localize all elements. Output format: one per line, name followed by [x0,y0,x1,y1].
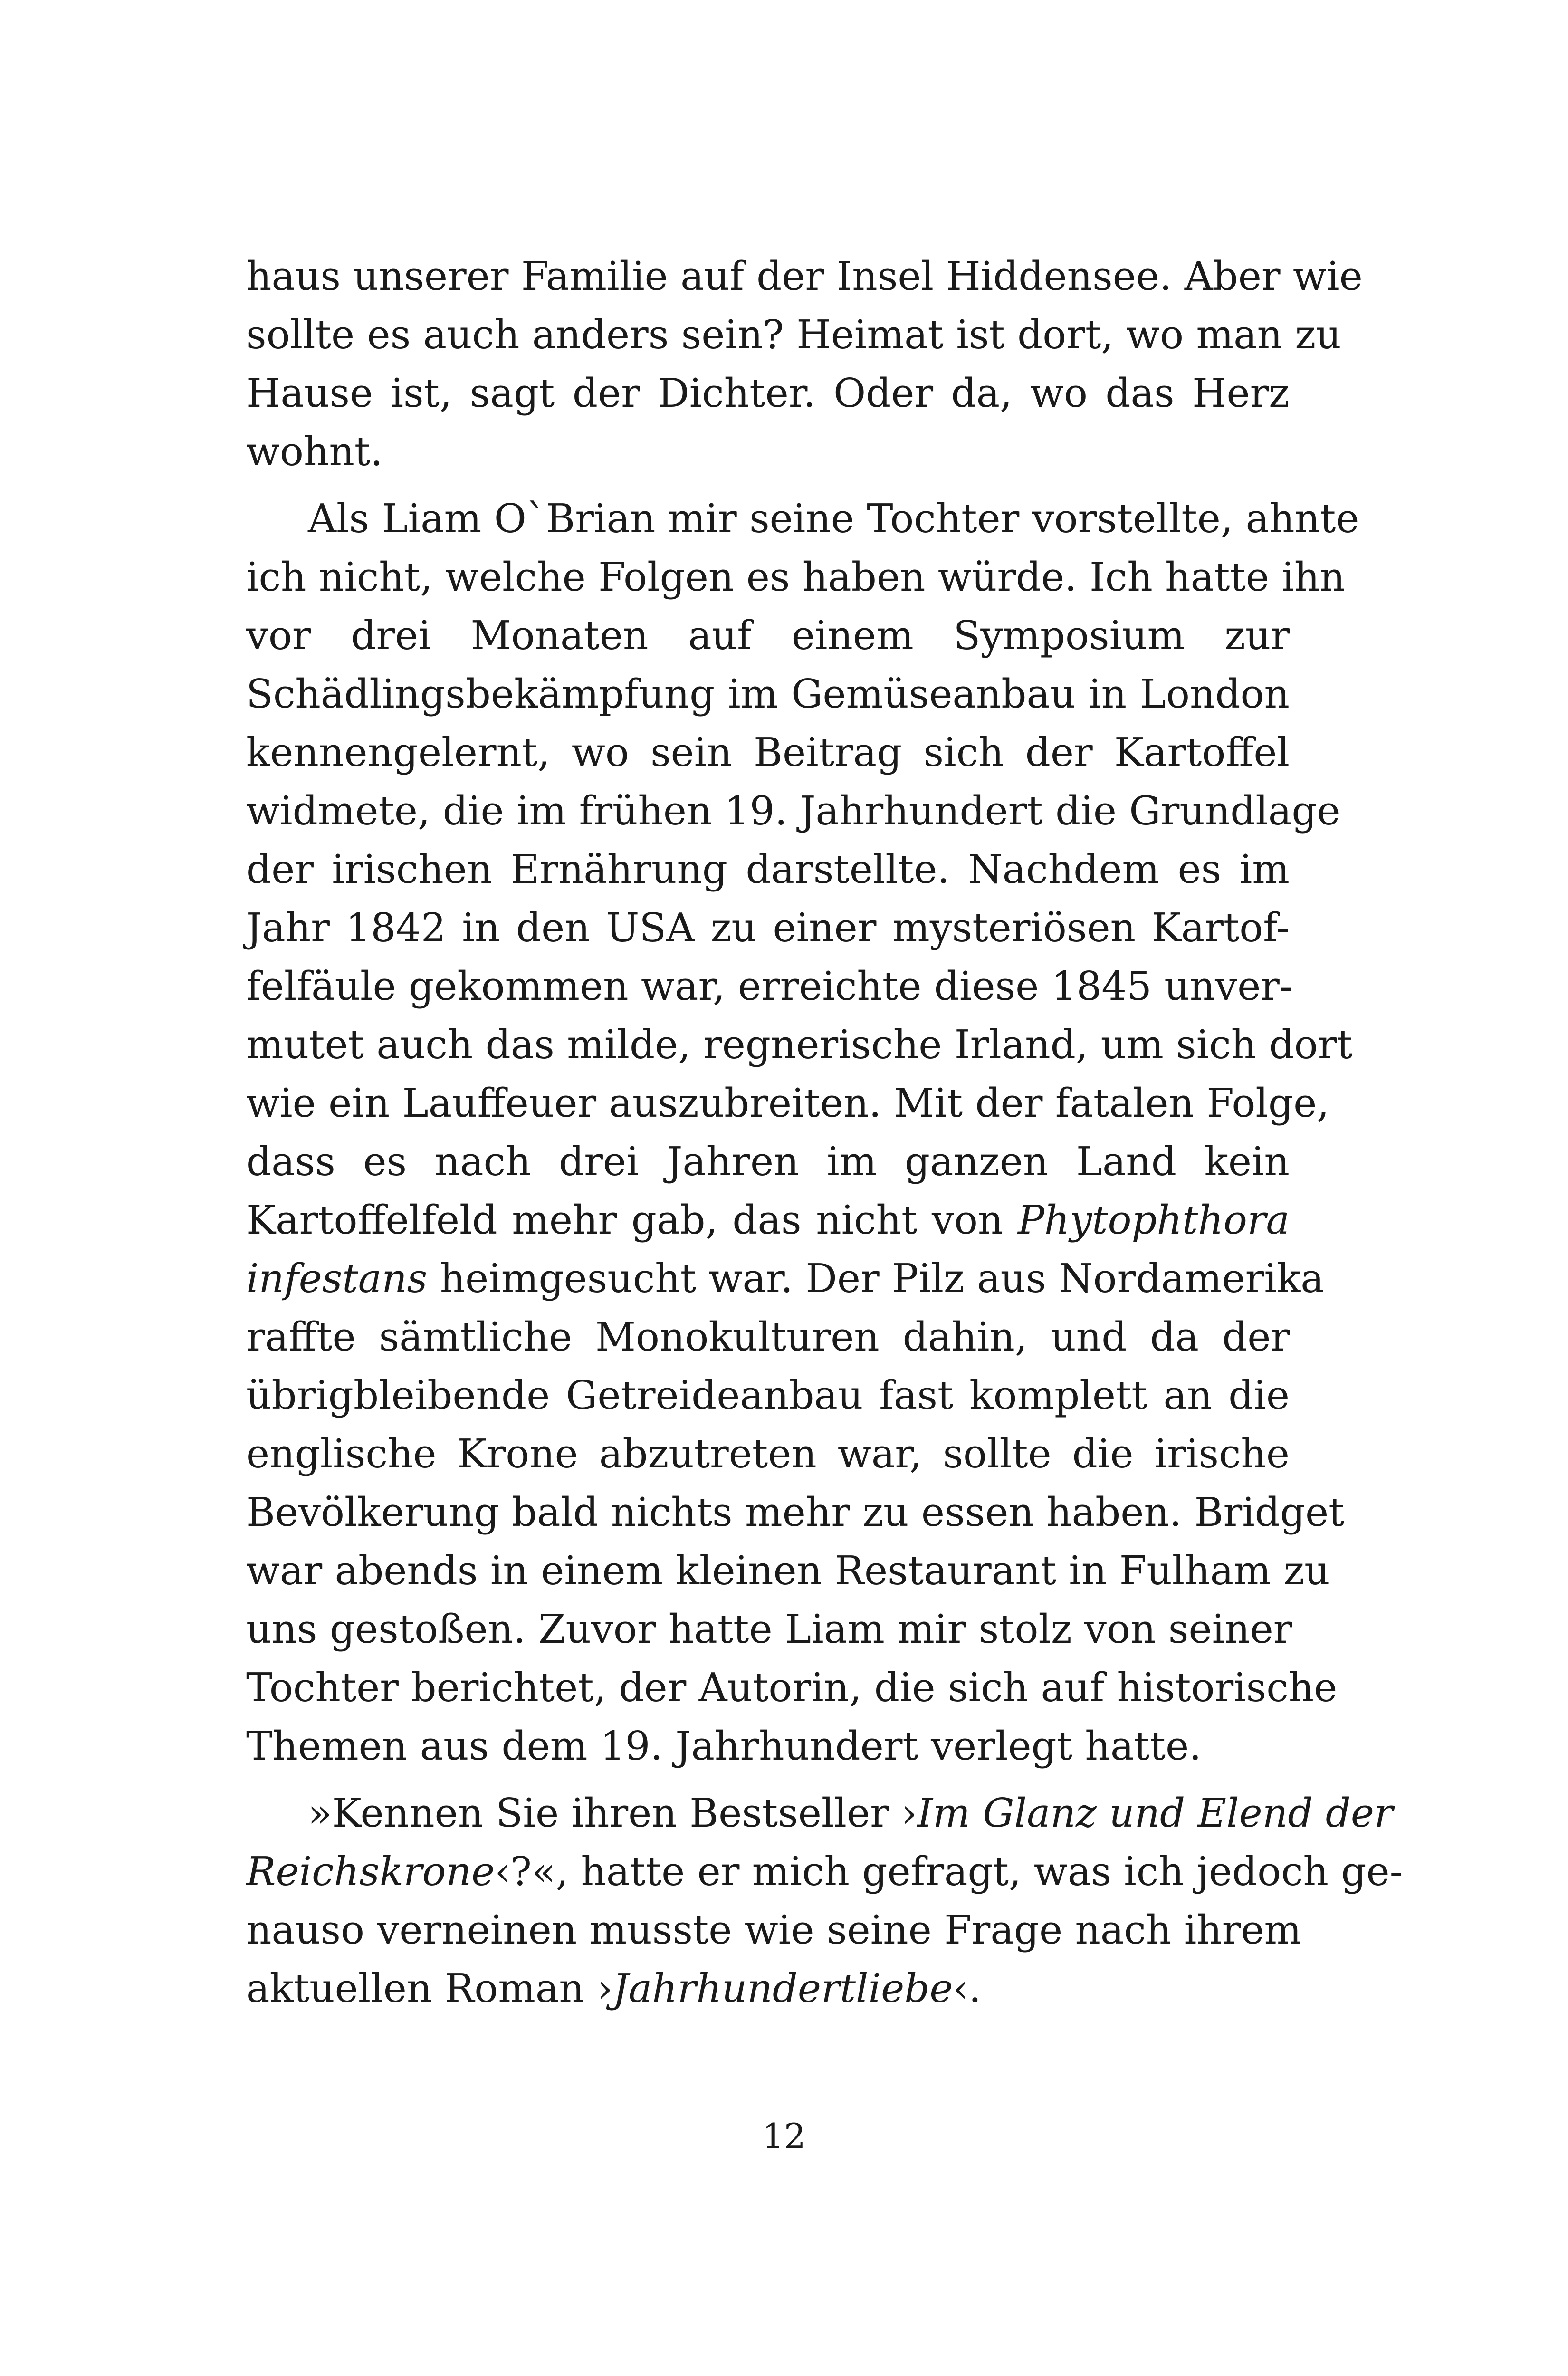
text-run: ‹?«, hatte er mich gefragt, was ich jedoch ge- [495,1849,1403,1895]
text-line: mutet auch das milde, regnerische Irland, um sich dort [246,1022,1353,1068]
text-line: sollte es auch anders sein? Heimat ist dort, wo man zu [246,312,1341,358]
text-line [246,1249,1324,1308]
text-line [246,1784,1393,1842]
text-line: widmete, die im frühen 19. Jahrhundert die Grundlage [246,788,1340,834]
text-run: heimgesucht war. Der Pilz aus Nordamerika [427,1255,1324,1302]
italic-text: Reichskrone [246,1849,495,1895]
text-line: englische Krone abzutreten war, sollte die irische [246,1431,1290,1477]
page-number: 12 [762,2116,806,2156]
text-line: ich nicht, welche Folgen es haben würde. Ich hatte ihn [246,554,1345,600]
text-line: dass es nach drei Jahren im ganzen Land kein [246,1139,1290,1185]
italic-text: Phytophthora [1017,1197,1290,1243]
text-line: war abends in einem kleinen Restaurant in Fulham zu [246,1548,1330,1594]
text-line: Hause ist, sagt der Dichter. Oder da, wo das Herz [246,370,1290,416]
text-run: ‹. [953,1965,982,2012]
text-line [246,1959,1290,2018]
text-line: felfäule gekommen war, erreichte diese 1845 unver- [246,963,1293,1009]
text-line: vor drei Monaten auf einem Symposium zur [246,613,1290,659]
italic-text: Im Glanz und Elend der [917,1790,1393,1836]
text-run: »Kennen Sie ihren Bestseller › [308,1790,918,1836]
text-line: wie ein Lauffeuer auszubreiten. Mit der fatalen Folge, [246,1080,1329,1126]
italic-text: infestans [246,1255,428,1302]
text-line: nauso verneinen musste wie seine Frage nach ihrem [246,1907,1302,1953]
text-line: Jahr 1842 in den USA zu einer mysteriösen Kartof- [246,905,1290,951]
body-text [246,247,1403,2018]
italic-text: Jahrhundertliebe [612,1965,953,2012]
text-line: übrigbleibende Getreideanbau fast komplett an die [246,1372,1290,1418]
text-line: wohnt. [246,429,383,475]
text-line: raffte sämtliche Monokulturen dahin, und da der [246,1314,1290,1360]
text-line: Themen aus dem 19. Jahrhundert verlegt hatte. [246,1723,1202,1769]
text-run: aktuellen Roman › [246,1965,613,2012]
text-line: haus unserer Familie auf der Insel Hiddensee. Aber wie [246,253,1363,299]
text-line: Schädlingsbekämpfung im Gemüseanbau in London [246,671,1290,717]
text-line: Bevölkerung bald nichts mehr zu essen haben. Bridget [246,1489,1345,1535]
text-line: Als Liam O`Brian mir seine Tochter vorstellte, ahnte [308,496,1359,542]
text-line: uns gestoßen. Zuvor hatte Liam mir stolz von seiner [246,1606,1292,1652]
text-line: der irischen Ernährung darstellte. Nachdem es im [246,846,1290,892]
text-line [246,1842,1403,1901]
text-run: Kartoffelfeld mehr gab, das nicht von [246,1197,1018,1243]
text-line: Tochter berichtet, der Autorin, die sich auf historische [246,1665,1338,1711]
text-line: kennengelernt, wo sein Beitrag sich der Kartoffel [246,729,1290,776]
text-line [246,1191,1290,1249]
